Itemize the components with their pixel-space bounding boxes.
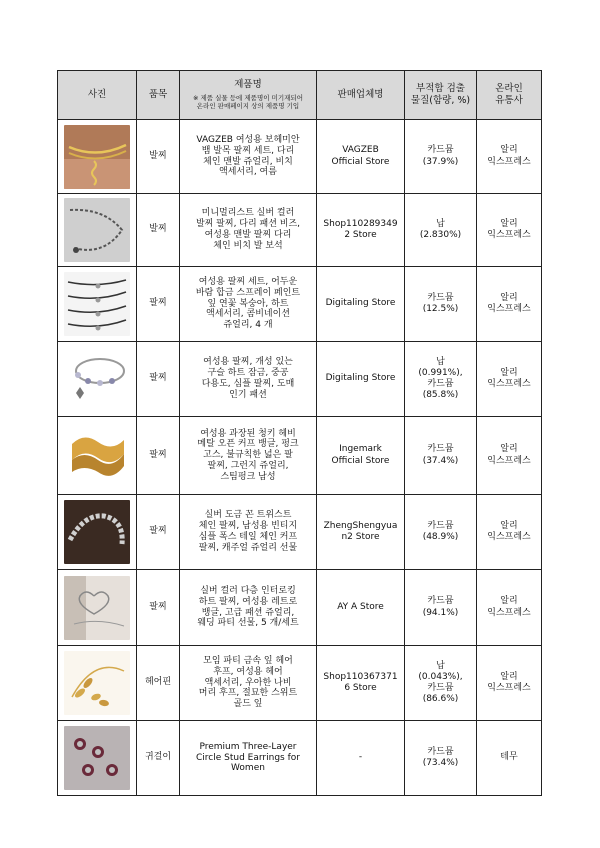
seller-cell: AY A Store [317,570,405,646]
table-row [58,570,542,646]
table-row [58,194,542,267]
category-cell: 팔찌 [137,495,180,570]
substance-cell: 카드뮴 (48.9%) [405,495,477,570]
platform-cell: 알리 익스프레스 [477,495,542,570]
product-name-cell: 실버 컬러 다층 인터로킹 하트 팔찌, 여성용 레트로 뱅글, 고급 패션 쥬얼리, 웨딩 파티 선물, 5 개/세트 [180,570,317,646]
product-name-cell: VAGZEB 여성용 보헤미안 뱀 발목 팔찌 세트, 다리 체인 맨발 쥬얼리, 비치 액세서리, 여름 [180,120,317,194]
seller-cell: Digitaling Store [317,267,405,342]
header-product-note: ※ 제품 실물 등에 제품명이 미기재되어 온라인 판매페이지 상의 제품명 기입 [193,93,303,111]
header-row [58,71,542,120]
photo-cell [58,495,137,570]
seller-cell: Ingemark Official Store [317,417,405,495]
platform-cell: 알리 익스프레스 [477,417,542,495]
table-row [58,495,542,570]
product-name-cell: 미니멀리스트 실버 컬러 발찌 팔찌, 다리 패션 비즈, 여성용 맨발 팔찌 다리 체인 비치 발 보석 [180,194,317,267]
heart-ring-bracelet-photo [64,576,130,640]
platform-cell: 알리 익스프레스 [477,646,542,721]
product-name-cell: 여성용 팔찌, 개성 있는 구슬 하트 잠금, 중공 다용도, 심플 팔찌, 도매 인기 패션 [180,342,317,417]
category-cell: 헤어핀 [137,646,180,721]
substance-cell: 카드뮴 (94.1%) [405,570,477,646]
seller-cell: ZhengShengyua n2 Store [317,495,405,570]
header-photo: 사진 [58,71,137,120]
substance-cell: 납 (0.043%), 카드뮴 (86.6%) [405,646,477,721]
substance-cell: 카드뮴 (73.4%) [405,721,477,796]
charm-bracelet-photo [64,347,130,411]
photo-cell [58,646,137,721]
header-product-name: 제품명 ※ 제품 실물 등에 제품명이 미기재되어 온라인 판매페이지 상의 제품명 기입 [180,71,317,120]
photo-cell [58,570,137,646]
table-row [58,120,542,194]
photo-cell [58,342,137,417]
table-row [58,267,542,342]
product-name-cell: 실버 도금 꼰 트위스트 체인 팔찌, 남성용 빈티지 심플 폭스 테일 체인 커프 팔찌, 캐주얼 쥬얼리 선물 [180,495,317,570]
seller-cell: - [317,721,405,796]
seller-cell: Shop110289349 2 Store [317,194,405,267]
photo-cell [58,267,137,342]
rope-chain-bracelet-photo [64,500,130,564]
category-cell: 팔찌 [137,342,180,417]
gold-cuff-photo [64,424,130,488]
seller-cell: Digitaling Store [317,342,405,417]
platform-cell: 알리 익스프레스 [477,570,542,646]
table-row [58,342,542,417]
header-seller: 판매업체명 [317,71,405,120]
platform-cell: 알리 익스프레스 [477,120,542,194]
silver-anklet-photo [64,198,130,262]
category-cell: 발찌 [137,194,180,267]
platform-cell: 알리 익스프레스 [477,342,542,417]
platform-cell: 알리 익스프레스 [477,267,542,342]
substance-cell: 카드뮴 (37.4%) [405,417,477,495]
substance-cell: 납 (0.991%), 카드뮴 (85.8%) [405,342,477,417]
seller-cell: Shop110367371 6 Store [317,646,405,721]
table-row [58,417,542,495]
category-cell: 발찌 [137,120,180,194]
substance-cell: 납 (2.830%) [405,194,477,267]
product-name-cell: 여성용 팔찌 세트, 어두운 바람 합금 스프레이 페인트 잎 연꽃 복숭아, 하트 액세서리, 콤비네이션 쥬얼리, 4 개 [180,267,317,342]
photo-cell [58,721,137,796]
category-cell: 팔찌 [137,570,180,646]
leaf-hairpin-photo [64,651,130,715]
header-unsuitable: 부적합 검출 물질(함량, %) [405,71,477,120]
product-name-cell: 모임 파티 금속 잎 헤어 후프, 여성용 헤어 액세서리, 우아한 나비 머리 후프, 절묘한 스위트 골드 잎 [180,646,317,721]
category-cell: 귀걸이 [137,721,180,796]
platform-cell: 테무 [477,721,542,796]
header-category: 품목 [137,71,180,120]
photo-cell [58,417,137,495]
substance-cell: 카드뮴 (37.9%) [405,120,477,194]
product-name-cell: 여성용 과장된 청키 헤비 메탈 오픈 커프 뱅글, 펑크 고스, 불규칙한 넓은 팔 팔찌, 그런지 쥬얼리, 스팀펑크 남성 [180,417,317,495]
category-cell: 팔찌 [137,417,180,495]
substance-cell: 카드뮴 (12.5%) [405,267,477,342]
cord-bracelets-photo [64,272,130,336]
table-row [58,646,542,721]
seller-cell: VAGZEB Official Store [317,120,405,194]
product-name-cell: Premium Three-Layer Circle Stud Earrings for Women [180,721,317,796]
header-platform: 온라인 유통사 [477,71,542,120]
platform-cell: 알리 익스프레스 [477,194,542,267]
gold-ankle-bracelet-photo [64,125,130,189]
category-cell: 팔찌 [137,267,180,342]
photo-cell [58,194,137,267]
stud-earrings-photo [64,726,130,790]
table-row [58,721,542,796]
product-table [57,70,542,796]
photo-cell [58,120,137,194]
